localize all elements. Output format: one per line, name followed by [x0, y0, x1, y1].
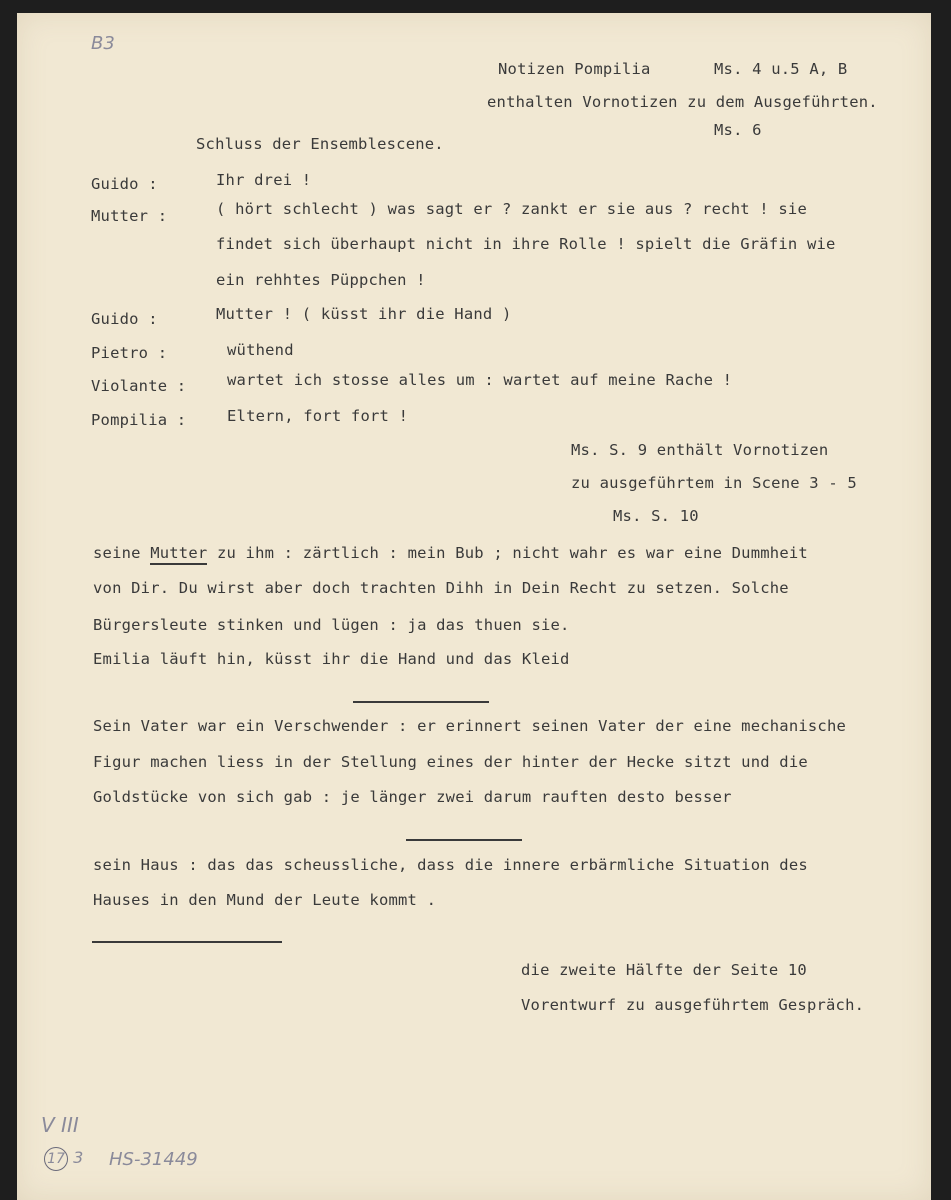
- circled-folio-number: 17: [44, 1147, 68, 1171]
- archive-volume-mark: V III: [41, 1113, 79, 1137]
- dialogue-line: Mutter ! ( küsst ihr die Hand ): [216, 305, 512, 323]
- para2-line1: Sein Vater war ein Verschwender : er erinnert seinen Vater der eine mechanische: [93, 717, 847, 735]
- header-title: Notizen Pompilia: [498, 60, 651, 78]
- para1-line2: von Dir. Du wirst aber doch trachten Dihh in Dein Recht zu setzen. Solche: [93, 579, 789, 597]
- dialogue-line: wartet ich stosse alles um : wartet auf meine Rache !: [227, 371, 733, 389]
- para2-line2: Figur machen liess in der Stellung eines der hinter der Hecke sitzt und die: [93, 753, 808, 771]
- speaker-label: Guido :: [91, 175, 158, 193]
- closing-line2: Vorentwurf zu ausgeführtem Gespräch.: [521, 996, 865, 1014]
- para3-line1: sein Haus : das das scheussliche, dass die innere erbärmliche Situation des: [93, 856, 808, 874]
- separator-rule: [406, 839, 522, 841]
- para2-line3: Goldstücke von sich gab : je länger zwei darum rauften desto besser: [93, 788, 732, 806]
- dialogue-line: Ihr drei !: [216, 171, 312, 189]
- note-ms9-line2: zu ausgeführtem in Scene 3 - 5: [571, 474, 857, 492]
- speaker-label: Pompilia :: [91, 411, 187, 429]
- archive-folio-mark: [44, 1147, 83, 1171]
- speaker-label: Guido :: [91, 310, 158, 328]
- note-ms9-line1: Ms. S. 9 enthält Vornotizen: [571, 441, 829, 459]
- separator-rule: [353, 701, 489, 703]
- header-line3: Ms. 6: [714, 121, 762, 139]
- folio-suffix: 3: [73, 1148, 84, 1167]
- para1-line1-rest: zu ihm : zärtlich : mein Bub ; nicht wahr es war eine Dummheit: [207, 544, 808, 562]
- speaker-label: Violante :: [91, 377, 187, 395]
- pencil-note-top: B3: [91, 33, 115, 54]
- dialogue-line: ein rehhtes Püppchen !: [216, 271, 426, 289]
- dialogue-line: Eltern, fort fort !: [227, 407, 409, 425]
- para3-line2: Hauses in den Mund der Leute kommt .: [93, 891, 437, 909]
- section-title: Schluss der Ensemblescene.: [196, 135, 444, 153]
- speaker-label: Pietro :: [91, 344, 168, 362]
- dialogue-line: ( hört schlecht ) was sagt er ? zankt er sie aus ? recht ! sie: [216, 200, 807, 218]
- para1-line4: Emilia läuft hin, küsst ihr die Hand und das Kleid: [93, 650, 570, 668]
- dialogue-line: wüthend: [227, 341, 294, 359]
- underlined-word: Mutter: [150, 544, 207, 565]
- speaker-label: Mutter :: [91, 207, 168, 225]
- separator-rule: [92, 941, 282, 943]
- para1-line3: Bürgersleute stinken und lügen : ja das thuen sie.: [93, 616, 570, 634]
- header-ms-ref: Ms. 4 u.5 A, B: [714, 60, 848, 78]
- para1-line1: [93, 544, 808, 562]
- note-ms9-line3: Ms. S. 10: [613, 507, 699, 525]
- archive-signature: HS-31449: [109, 1149, 198, 1170]
- header-line2: enthalten Vornotizen zu dem Ausgeführten.: [487, 93, 878, 111]
- document-page: [17, 13, 931, 1200]
- para1-prefix: seine: [93, 544, 151, 562]
- closing-line1: die zweite Hälfte der Seite 10: [521, 961, 807, 979]
- dialogue-line: findet sich überhaupt nicht in ihre Rolle ! spielt die Gräfin wie: [216, 235, 836, 253]
